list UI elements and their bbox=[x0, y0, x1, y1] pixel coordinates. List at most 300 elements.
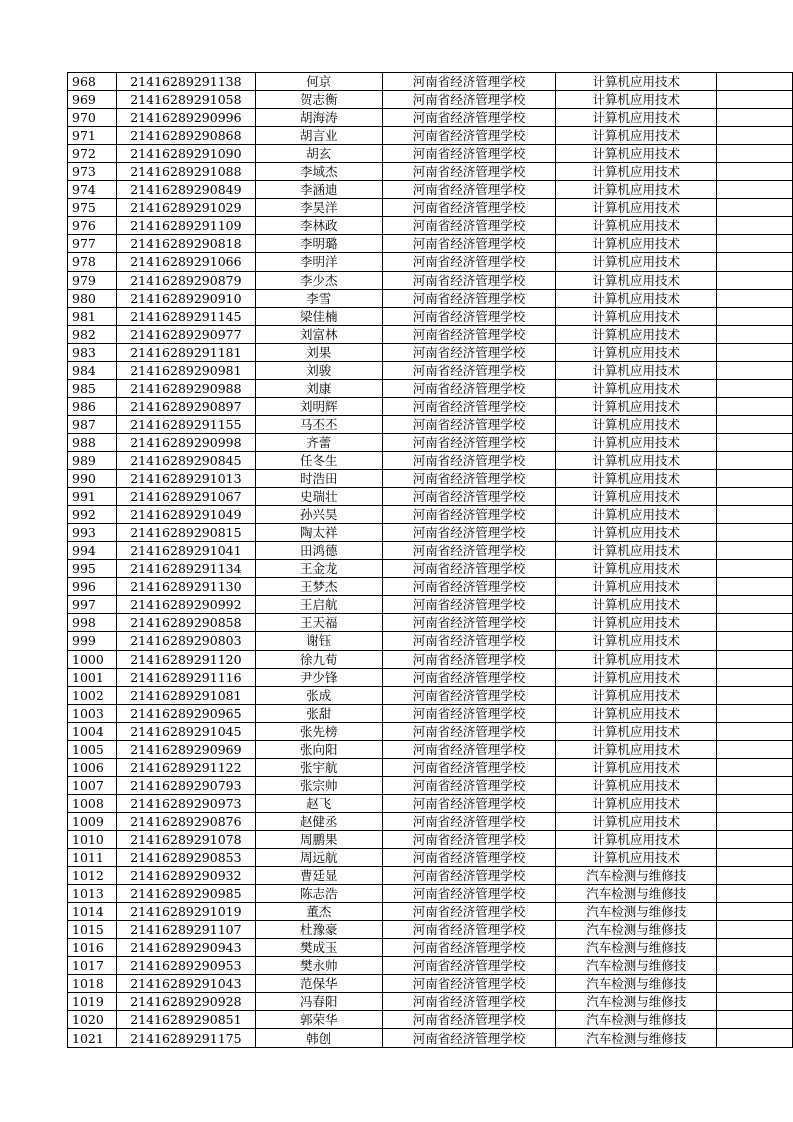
cell-exam-id: 21416289291109 bbox=[116, 217, 255, 235]
cell-exam-id: 21416289290985 bbox=[116, 885, 255, 903]
cell-major: 计算机应用技术 bbox=[556, 632, 717, 650]
table-row bbox=[68, 289, 793, 307]
student-roster-table bbox=[67, 72, 793, 1048]
table-row bbox=[68, 524, 793, 542]
cell-school: 河南省经济管理学校 bbox=[382, 433, 556, 451]
cell-exam-id: 21416289291090 bbox=[116, 145, 255, 163]
cell-school: 河南省经济管理学校 bbox=[382, 289, 556, 307]
cell-seq-number: 1007 bbox=[68, 776, 117, 794]
cell-student-name: 张宗帅 bbox=[255, 776, 382, 794]
table-row bbox=[68, 542, 793, 560]
cell-school: 河南省经济管理学校 bbox=[382, 109, 556, 127]
cell-empty bbox=[717, 199, 793, 217]
cell-school: 河南省经济管理学校 bbox=[382, 163, 556, 181]
cell-empty bbox=[717, 325, 793, 343]
table-row bbox=[68, 722, 793, 740]
cell-school: 河南省经济管理学校 bbox=[382, 849, 556, 867]
cell-empty bbox=[717, 867, 793, 885]
cell-school: 河南省经济管理学校 bbox=[382, 271, 556, 289]
table-row bbox=[68, 307, 793, 325]
cell-school: 河南省经济管理学校 bbox=[382, 632, 556, 650]
cell-empty bbox=[717, 506, 793, 524]
cell-school: 河南省经济管理学校 bbox=[382, 73, 556, 91]
cell-exam-id: 21416289291116 bbox=[116, 668, 255, 686]
cell-school: 河南省经济管理学校 bbox=[382, 488, 556, 506]
cell-seq-number: 975 bbox=[68, 199, 117, 217]
cell-major: 计算机应用技术 bbox=[556, 776, 717, 794]
cell-empty bbox=[717, 578, 793, 596]
cell-major: 计算机应用技术 bbox=[556, 343, 717, 361]
cell-seq-number: 981 bbox=[68, 307, 117, 325]
cell-student-name: 齐蕾 bbox=[255, 433, 382, 451]
cell-empty bbox=[717, 289, 793, 307]
cell-seq-number: 1009 bbox=[68, 812, 117, 830]
cell-student-name: 马丕丕 bbox=[255, 415, 382, 433]
cell-exam-id: 21416289291181 bbox=[116, 343, 255, 361]
table-row bbox=[68, 740, 793, 758]
cell-school: 河南省经济管理学校 bbox=[382, 722, 556, 740]
cell-major: 汽车检测与维修技 bbox=[556, 1011, 717, 1029]
cell-empty bbox=[717, 73, 793, 91]
cell-exam-id: 21416289290910 bbox=[116, 289, 255, 307]
cell-exam-id: 21416289291175 bbox=[116, 1029, 255, 1047]
table-row bbox=[68, 199, 793, 217]
cell-exam-id: 21416289291134 bbox=[116, 560, 255, 578]
cell-student-name: 李雪 bbox=[255, 289, 382, 307]
cell-student-name: 董杰 bbox=[255, 903, 382, 921]
cell-empty bbox=[717, 397, 793, 415]
table-row bbox=[68, 560, 793, 578]
cell-seq-number: 993 bbox=[68, 524, 117, 542]
cell-empty bbox=[717, 596, 793, 614]
cell-seq-number: 1005 bbox=[68, 740, 117, 758]
cell-student-name: 李少杰 bbox=[255, 271, 382, 289]
cell-school: 河南省经济管理学校 bbox=[382, 830, 556, 848]
cell-seq-number: 998 bbox=[68, 614, 117, 632]
cell-student-name: 刘富林 bbox=[255, 325, 382, 343]
table-row bbox=[68, 361, 793, 379]
table-row bbox=[68, 1011, 793, 1029]
cell-school: 河南省经济管理学校 bbox=[382, 199, 556, 217]
cell-empty bbox=[717, 921, 793, 939]
cell-major: 计算机应用技术 bbox=[556, 849, 717, 867]
cell-seq-number: 999 bbox=[68, 632, 117, 650]
cell-major: 汽车检测与维修技 bbox=[556, 903, 717, 921]
cell-school: 河南省经济管理学校 bbox=[382, 145, 556, 163]
cell-exam-id: 21416289291107 bbox=[116, 921, 255, 939]
cell-seq-number: 1018 bbox=[68, 975, 117, 993]
cell-major: 计算机应用技术 bbox=[556, 361, 717, 379]
cell-seq-number: 985 bbox=[68, 379, 117, 397]
cell-major: 计算机应用技术 bbox=[556, 415, 717, 433]
cell-empty bbox=[717, 722, 793, 740]
cell-empty bbox=[717, 307, 793, 325]
cell-exam-id: 21416289291120 bbox=[116, 650, 255, 668]
cell-student-name: 赵飞 bbox=[255, 794, 382, 812]
cell-seq-number: 1016 bbox=[68, 939, 117, 957]
table-row bbox=[68, 650, 793, 668]
table-row bbox=[68, 397, 793, 415]
table-row bbox=[68, 921, 793, 939]
cell-school: 河南省经济管理学校 bbox=[382, 740, 556, 758]
table-row bbox=[68, 1029, 793, 1047]
cell-empty bbox=[717, 1011, 793, 1029]
cell-major: 计算机应用技术 bbox=[556, 578, 717, 596]
cell-seq-number: 1004 bbox=[68, 722, 117, 740]
cell-major: 计算机应用技术 bbox=[556, 758, 717, 776]
cell-exam-id: 21416289290996 bbox=[116, 109, 255, 127]
cell-seq-number: 984 bbox=[68, 361, 117, 379]
cell-student-name: 徐九荀 bbox=[255, 650, 382, 668]
cell-major: 计算机应用技术 bbox=[556, 289, 717, 307]
cell-student-name: 张成 bbox=[255, 686, 382, 704]
cell-exam-id: 21416289290965 bbox=[116, 704, 255, 722]
cell-empty bbox=[717, 993, 793, 1011]
table-row bbox=[68, 993, 793, 1011]
cell-major: 计算机应用技术 bbox=[556, 217, 717, 235]
cell-empty bbox=[717, 975, 793, 993]
cell-student-name: 胡言业 bbox=[255, 127, 382, 145]
cell-empty bbox=[717, 470, 793, 488]
cell-school: 河南省经济管理学校 bbox=[382, 253, 556, 271]
cell-exam-id: 21416289291029 bbox=[116, 199, 255, 217]
table-row bbox=[68, 578, 793, 596]
cell-student-name: 尹少锋 bbox=[255, 668, 382, 686]
cell-exam-id: 21416289290977 bbox=[116, 325, 255, 343]
cell-empty bbox=[717, 181, 793, 199]
cell-exam-id: 21416289291058 bbox=[116, 91, 255, 109]
cell-exam-id: 21416289290803 bbox=[116, 632, 255, 650]
cell-student-name: 胡玄 bbox=[255, 145, 382, 163]
cell-student-name: 胡海涛 bbox=[255, 109, 382, 127]
cell-school: 河南省经济管理学校 bbox=[382, 614, 556, 632]
cell-seq-number: 1021 bbox=[68, 1029, 117, 1047]
cell-empty bbox=[717, 686, 793, 704]
cell-empty bbox=[717, 163, 793, 181]
cell-major: 计算机应用技术 bbox=[556, 253, 717, 271]
table-row bbox=[68, 885, 793, 903]
cell-exam-id: 21416289290932 bbox=[116, 867, 255, 885]
cell-seq-number: 1019 bbox=[68, 993, 117, 1011]
cell-empty bbox=[717, 433, 793, 451]
cell-major: 计算机应用技术 bbox=[556, 397, 717, 415]
cell-seq-number: 969 bbox=[68, 91, 117, 109]
cell-empty bbox=[717, 488, 793, 506]
cell-school: 河南省经济管理学校 bbox=[382, 127, 556, 145]
table-row bbox=[68, 849, 793, 867]
cell-exam-id: 21416289290868 bbox=[116, 127, 255, 145]
cell-school: 河南省经济管理学校 bbox=[382, 686, 556, 704]
cell-school: 河南省经济管理学校 bbox=[382, 1011, 556, 1029]
cell-major: 计算机应用技术 bbox=[556, 650, 717, 668]
cell-seq-number: 982 bbox=[68, 325, 117, 343]
cell-student-name: 李明璐 bbox=[255, 235, 382, 253]
cell-student-name: 时浩田 bbox=[255, 470, 382, 488]
cell-empty bbox=[717, 109, 793, 127]
cell-student-name: 王启航 bbox=[255, 596, 382, 614]
cell-student-name: 陈志浩 bbox=[255, 885, 382, 903]
cell-student-name: 李涵迪 bbox=[255, 181, 382, 199]
cell-exam-id: 21416289291043 bbox=[116, 975, 255, 993]
cell-exam-id: 21416289291155 bbox=[116, 415, 255, 433]
cell-major: 汽车检测与维修技 bbox=[556, 975, 717, 993]
cell-seq-number: 1013 bbox=[68, 885, 117, 903]
cell-major: 计算机应用技术 bbox=[556, 235, 717, 253]
cell-empty bbox=[717, 91, 793, 109]
cell-seq-number: 995 bbox=[68, 560, 117, 578]
cell-seq-number: 996 bbox=[68, 578, 117, 596]
cell-major: 计算机应用技术 bbox=[556, 163, 717, 181]
cell-major: 计算机应用技术 bbox=[556, 379, 717, 397]
cell-major: 汽车检测与维修技 bbox=[556, 921, 717, 939]
cell-empty bbox=[717, 614, 793, 632]
cell-student-name: 张甜 bbox=[255, 704, 382, 722]
cell-exam-id: 21416289290992 bbox=[116, 596, 255, 614]
cell-empty bbox=[717, 794, 793, 812]
cell-seq-number: 972 bbox=[68, 145, 117, 163]
cell-student-name: 樊永帅 bbox=[255, 957, 382, 975]
cell-school: 河南省经济管理学校 bbox=[382, 812, 556, 830]
cell-exam-id: 21416289290851 bbox=[116, 1011, 255, 1029]
cell-exam-id: 21416289290818 bbox=[116, 235, 255, 253]
cell-major: 计算机应用技术 bbox=[556, 271, 717, 289]
cell-seq-number: 970 bbox=[68, 109, 117, 127]
cell-major: 计算机应用技术 bbox=[556, 433, 717, 451]
cell-school: 河南省经济管理学校 bbox=[382, 361, 556, 379]
cell-exam-id: 21416289291045 bbox=[116, 722, 255, 740]
cell-major: 计算机应用技术 bbox=[556, 145, 717, 163]
cell-student-name: 周鹏果 bbox=[255, 830, 382, 848]
cell-seq-number: 1011 bbox=[68, 849, 117, 867]
cell-seq-number: 991 bbox=[68, 488, 117, 506]
cell-seq-number: 977 bbox=[68, 235, 117, 253]
cell-empty bbox=[717, 632, 793, 650]
cell-seq-number: 976 bbox=[68, 217, 117, 235]
table-row bbox=[68, 794, 793, 812]
cell-school: 河南省经济管理学校 bbox=[382, 325, 556, 343]
cell-seq-number: 1003 bbox=[68, 704, 117, 722]
cell-empty bbox=[717, 253, 793, 271]
cell-student-name: 张先榜 bbox=[255, 722, 382, 740]
table-row bbox=[68, 109, 793, 127]
cell-seq-number: 973 bbox=[68, 163, 117, 181]
cell-school: 河南省经济管理学校 bbox=[382, 668, 556, 686]
cell-student-name: 范保华 bbox=[255, 975, 382, 993]
cell-empty bbox=[717, 524, 793, 542]
cell-empty bbox=[717, 542, 793, 560]
cell-seq-number: 994 bbox=[68, 542, 117, 560]
cell-seq-number: 986 bbox=[68, 397, 117, 415]
cell-school: 河南省经济管理学校 bbox=[382, 921, 556, 939]
cell-school: 河南省经济管理学校 bbox=[382, 91, 556, 109]
cell-student-name: 冯春阳 bbox=[255, 993, 382, 1011]
cell-school: 河南省经济管理学校 bbox=[382, 993, 556, 1011]
table-row bbox=[68, 596, 793, 614]
cell-major: 汽车检测与维修技 bbox=[556, 939, 717, 957]
table-row bbox=[68, 127, 793, 145]
cell-student-name: 曹廷显 bbox=[255, 867, 382, 885]
cell-exam-id: 21416289291081 bbox=[116, 686, 255, 704]
cell-exam-id: 21416289291138 bbox=[116, 73, 255, 91]
cell-school: 河南省经济管理学校 bbox=[382, 542, 556, 560]
cell-student-name: 张向阳 bbox=[255, 740, 382, 758]
cell-major: 计算机应用技术 bbox=[556, 614, 717, 632]
cell-student-name: 谢钰 bbox=[255, 632, 382, 650]
cell-exam-id: 21416289290981 bbox=[116, 361, 255, 379]
cell-seq-number: 1012 bbox=[68, 867, 117, 885]
cell-exam-id: 21416289291067 bbox=[116, 488, 255, 506]
table-row bbox=[68, 217, 793, 235]
cell-empty bbox=[717, 758, 793, 776]
cell-school: 河南省经济管理学校 bbox=[382, 415, 556, 433]
cell-exam-id: 21416289290858 bbox=[116, 614, 255, 632]
cell-seq-number: 1015 bbox=[68, 921, 117, 939]
cell-major: 汽车检测与维修技 bbox=[556, 957, 717, 975]
table-row bbox=[68, 433, 793, 451]
cell-exam-id: 21416289291049 bbox=[116, 506, 255, 524]
cell-seq-number: 1006 bbox=[68, 758, 117, 776]
table-row bbox=[68, 451, 793, 469]
cell-student-name: 王天福 bbox=[255, 614, 382, 632]
cell-exam-id: 21416289290849 bbox=[116, 181, 255, 199]
cell-empty bbox=[717, 235, 793, 253]
cell-student-name: 杜豫豪 bbox=[255, 921, 382, 939]
cell-major: 计算机应用技术 bbox=[556, 560, 717, 578]
cell-student-name: 刘康 bbox=[255, 379, 382, 397]
cell-seq-number: 992 bbox=[68, 506, 117, 524]
cell-student-name: 张宇航 bbox=[255, 758, 382, 776]
cell-school: 河南省经济管理学校 bbox=[382, 903, 556, 921]
cell-major: 计算机应用技术 bbox=[556, 812, 717, 830]
cell-exam-id: 21416289290815 bbox=[116, 524, 255, 542]
cell-student-name: 李昊洋 bbox=[255, 199, 382, 217]
cell-student-name: 郭荣华 bbox=[255, 1011, 382, 1029]
cell-student-name: 王梦杰 bbox=[255, 578, 382, 596]
cell-school: 河南省经济管理学校 bbox=[382, 704, 556, 722]
table-row bbox=[68, 812, 793, 830]
cell-student-name: 李林政 bbox=[255, 217, 382, 235]
cell-exam-id: 21416289290845 bbox=[116, 451, 255, 469]
cell-exam-id: 21416289291019 bbox=[116, 903, 255, 921]
cell-empty bbox=[717, 361, 793, 379]
cell-school: 河南省经济管理学校 bbox=[382, 578, 556, 596]
cell-school: 河南省经济管理学校 bbox=[382, 560, 556, 578]
cell-empty bbox=[717, 379, 793, 397]
cell-exam-id: 21416289290879 bbox=[116, 271, 255, 289]
cell-major: 汽车检测与维修技 bbox=[556, 1029, 717, 1047]
cell-empty bbox=[717, 145, 793, 163]
cell-empty bbox=[717, 885, 793, 903]
cell-seq-number: 980 bbox=[68, 289, 117, 307]
cell-school: 河南省经济管理学校 bbox=[382, 650, 556, 668]
cell-student-name: 田鸿德 bbox=[255, 542, 382, 560]
cell-empty bbox=[717, 849, 793, 867]
cell-seq-number: 974 bbox=[68, 181, 117, 199]
table-row bbox=[68, 939, 793, 957]
cell-exam-id: 21416289290943 bbox=[116, 939, 255, 957]
table-row bbox=[68, 867, 793, 885]
cell-major: 计算机应用技术 bbox=[556, 488, 717, 506]
cell-seq-number: 988 bbox=[68, 433, 117, 451]
cell-student-name: 贺志衡 bbox=[255, 91, 382, 109]
cell-school: 河南省经济管理学校 bbox=[382, 181, 556, 199]
cell-seq-number: 1002 bbox=[68, 686, 117, 704]
cell-major: 计算机应用技术 bbox=[556, 451, 717, 469]
cell-major: 计算机应用技术 bbox=[556, 740, 717, 758]
table-row bbox=[68, 506, 793, 524]
cell-student-name: 孙兴昊 bbox=[255, 506, 382, 524]
cell-empty bbox=[717, 271, 793, 289]
table-row bbox=[68, 903, 793, 921]
cell-empty bbox=[717, 939, 793, 957]
cell-school: 河南省经济管理学校 bbox=[382, 939, 556, 957]
cell-major: 计算机应用技术 bbox=[556, 668, 717, 686]
cell-empty bbox=[717, 343, 793, 361]
cell-major: 计算机应用技术 bbox=[556, 307, 717, 325]
cell-school: 河南省经济管理学校 bbox=[382, 776, 556, 794]
table-row bbox=[68, 415, 793, 433]
table-row bbox=[68, 632, 793, 650]
table-row bbox=[68, 343, 793, 361]
cell-school: 河南省经济管理学校 bbox=[382, 451, 556, 469]
cell-major: 计算机应用技术 bbox=[556, 722, 717, 740]
table-row bbox=[68, 758, 793, 776]
cell-empty bbox=[717, 1029, 793, 1047]
cell-major: 计算机应用技术 bbox=[556, 524, 717, 542]
cell-empty bbox=[717, 776, 793, 794]
cell-seq-number: 1001 bbox=[68, 668, 117, 686]
cell-major: 计算机应用技术 bbox=[556, 686, 717, 704]
cell-school: 河南省经济管理学校 bbox=[382, 307, 556, 325]
cell-seq-number: 1017 bbox=[68, 957, 117, 975]
cell-major: 计算机应用技术 bbox=[556, 181, 717, 199]
cell-seq-number: 1000 bbox=[68, 650, 117, 668]
table-row bbox=[68, 975, 793, 993]
cell-empty bbox=[717, 812, 793, 830]
cell-student-name: 刘明辉 bbox=[255, 397, 382, 415]
cell-seq-number: 983 bbox=[68, 343, 117, 361]
cell-exam-id: 21416289290998 bbox=[116, 433, 255, 451]
cell-student-name: 梁佳楠 bbox=[255, 307, 382, 325]
cell-school: 河南省经济管理学校 bbox=[382, 379, 556, 397]
cell-seq-number: 968 bbox=[68, 73, 117, 91]
cell-exam-id: 21416289290853 bbox=[116, 849, 255, 867]
cell-empty bbox=[717, 704, 793, 722]
table-row bbox=[68, 271, 793, 289]
cell-major: 汽车检测与维修技 bbox=[556, 885, 717, 903]
cell-exam-id: 21416289291041 bbox=[116, 542, 255, 560]
cell-exam-id: 21416289290973 bbox=[116, 794, 255, 812]
cell-school: 河南省经济管理学校 bbox=[382, 596, 556, 614]
table-row bbox=[68, 253, 793, 271]
table-body bbox=[68, 73, 793, 1048]
cell-major: 计算机应用技术 bbox=[556, 109, 717, 127]
cell-school: 河南省经济管理学校 bbox=[382, 470, 556, 488]
cell-student-name: 李域杰 bbox=[255, 163, 382, 181]
cell-school: 河南省经济管理学校 bbox=[382, 867, 556, 885]
cell-seq-number: 997 bbox=[68, 596, 117, 614]
cell-student-name: 周远航 bbox=[255, 849, 382, 867]
cell-exam-id: 21416289290897 bbox=[116, 397, 255, 415]
cell-seq-number: 1010 bbox=[68, 830, 117, 848]
table-row bbox=[68, 488, 793, 506]
table-row bbox=[68, 830, 793, 848]
cell-exam-id: 21416289290928 bbox=[116, 993, 255, 1011]
cell-seq-number: 990 bbox=[68, 470, 117, 488]
table-row bbox=[68, 181, 793, 199]
cell-major: 计算机应用技术 bbox=[556, 542, 717, 560]
cell-exam-id: 21416289290969 bbox=[116, 740, 255, 758]
